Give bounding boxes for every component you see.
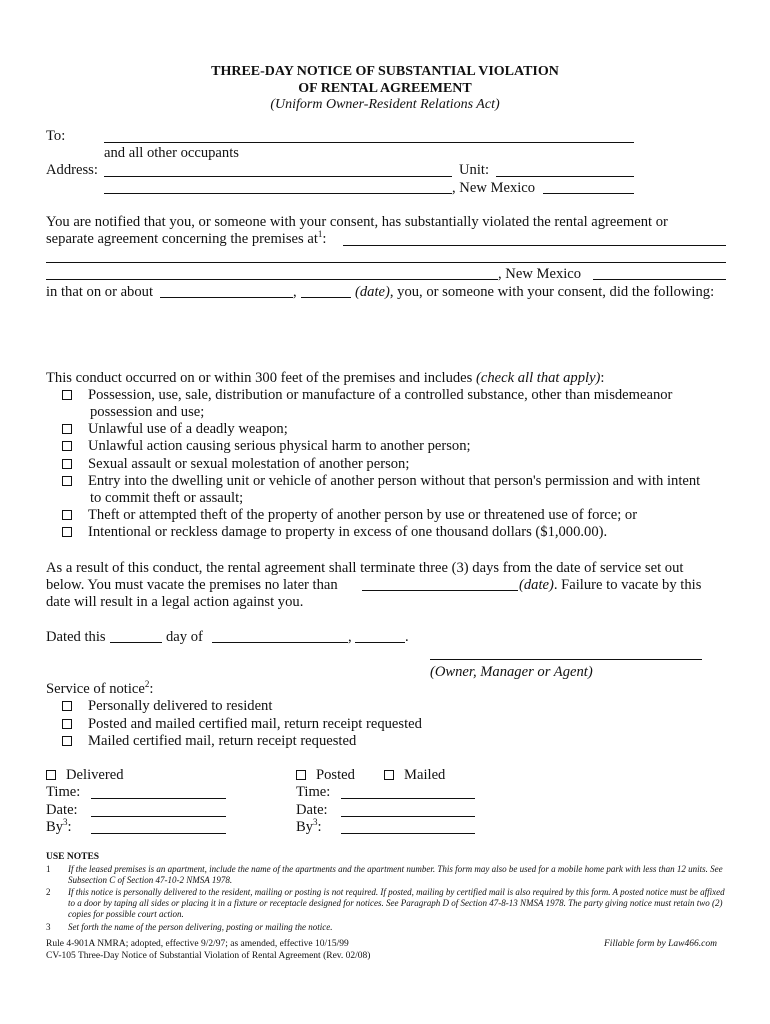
service-label-text: Service of notice [46, 681, 145, 697]
note-3-text: Set forth the name of the person delivering, posting or mailing the notice. [68, 922, 333, 932]
violation-line-2-colon: : [322, 231, 327, 247]
footnote-ref-1: 1 [317, 229, 323, 240]
posted-date-field[interactable] [341, 816, 475, 817]
checkbox-mailed[interactable] [384, 770, 394, 780]
delivered-option [46, 767, 124, 784]
to-field[interactable] [104, 142, 634, 143]
incident-date-label: (date) [355, 284, 390, 300]
conduct-item-2-text: Unlawful use of a deadly weapon; [88, 421, 288, 437]
delivered-time-label: Time: [46, 784, 81, 800]
service-option-personal [62, 698, 272, 715]
conduct-item-property-damage [62, 524, 607, 541]
result-line-2-tail: . Failure to vacate by this [553, 577, 702, 593]
delivered-date-label: Date: [46, 802, 78, 818]
note-2-text: If this notice is personally delivered to the resident, mailing or posting is not required. If posted, mailing by certified mail is also required by this form. A posted notice must be affixed to a door by taping all sides or placing it in a fixture or receptacle designed for notices. See Paragraph D of Section 47-8-13 NMSA 1978. The party giving notice must retain two (2) copies for possible court action. [68, 887, 725, 919]
conduct-item-5-line-b: to commit theft or assault; [90, 490, 244, 506]
result-line-2-a: below. You must vacate the premises no later than [46, 577, 338, 593]
result-line-3: date will result in a legal action against you. [46, 594, 304, 610]
note-1-text: If the leased premises is an apartment, include the name of the apartments and the apartment number. This form may also be used for a mobile home park with less than 12 units. See Subsection C of Section 47-10-2 NMSA 1978. [68, 864, 723, 885]
unit-field[interactable] [496, 176, 634, 177]
incident-text-a: in that on or about [46, 284, 154, 300]
posted-option [296, 767, 355, 784]
dated-period: . [405, 629, 409, 645]
posted-by-colon: : [317, 819, 322, 835]
to-label: To: [46, 128, 66, 144]
premises-field-2[interactable] [46, 262, 726, 263]
dated-year-field[interactable] [355, 642, 405, 643]
checkbox-mailed-certified[interactable] [62, 736, 72, 746]
vacate-date-label: (date) [519, 577, 554, 593]
checkbox-unlawful-entry[interactable] [62, 476, 72, 486]
delivered-by-label [46, 819, 72, 836]
footnote-ref-2: 2 [144, 679, 150, 690]
footer-rule: Rule 4-901A NMRA; adopted, effective 9/2/97; as amended, effective 10/15/99 [46, 939, 349, 949]
posted-time-label: Time: [296, 784, 331, 800]
address-field-2[interactable] [104, 193, 452, 194]
conduct-item-3-text: Unlawful action causing serious physical harm to another person; [88, 438, 471, 454]
conduct-item-controlled-substance [62, 387, 672, 404]
service-label-colon: : [149, 681, 154, 697]
recipient-zip-field[interactable] [543, 193, 634, 194]
premises-field-3[interactable] [46, 279, 498, 280]
unit-label: Unit: [459, 162, 489, 178]
delivered-by-colon: : [67, 819, 72, 835]
vacate-date-field[interactable] [362, 590, 518, 591]
checkbox-controlled-substance[interactable] [62, 390, 72, 400]
conduct-item-6-text: Theft or attempted theft of the property of another person by use or threatened use of force; or [88, 507, 638, 523]
conduct-intro-colon: : [600, 370, 605, 386]
address-label: Address: [46, 162, 98, 178]
checkbox-physical-harm[interactable] [62, 441, 72, 451]
subtitle: (Uniform Owner-Resident Relations Act) [270, 97, 500, 112]
note-3-number: 3 [46, 922, 51, 932]
incident-year-field[interactable] [301, 297, 351, 298]
footer-form-id: CV-105 Three-Day Notice of Substantial Violation of Rental Agreement (Rev. 02/08) [46, 951, 371, 961]
checkbox-posted-mailed[interactable] [62, 719, 72, 729]
conduct-item-5-line-a: Entry into the dwelling unit or vehicle of another person without that person's permission and with intent [88, 473, 701, 489]
incident-date-line [46, 284, 153, 301]
violation-line-1: You are notified that you, or someone with your consent, has substantially violated the rental agreement or [46, 214, 668, 230]
posted-date-label: Date: [296, 802, 328, 818]
posted-by-field[interactable] [341, 833, 475, 834]
conduct-intro-italic: (check all that apply) [476, 370, 601, 386]
delivered-time-field[interactable] [91, 798, 226, 799]
signature-label [430, 664, 593, 681]
dated-day-field[interactable] [110, 642, 162, 643]
incident-text-tail: , you, or someone with your consent, did the following: [389, 284, 715, 300]
recipient-state: , New Mexico [452, 180, 536, 196]
service-option-mailed [62, 733, 356, 750]
title-line-1: THREE-DAY NOTICE OF SUBSTANTIAL VIOLATION [211, 64, 559, 79]
title-line-2: OF RENTAL AGREEMENT [298, 81, 472, 96]
occupants-text: and all other occupants [104, 145, 239, 161]
violation-line-2-text: separate agreement concerning the premises at [46, 231, 318, 247]
service-option-3-text: Mailed certified mail, return receipt requested [88, 733, 357, 749]
signature-field[interactable] [430, 659, 702, 660]
conduct-item-1-line-b: possession and use; [90, 404, 205, 420]
conduct-intro [46, 370, 604, 387]
conduct-item-1-line-a: Possession, use, sale, distribution or manufacture of a controlled substance, other than misdemeanor [88, 387, 673, 403]
delivered-date-field[interactable] [91, 816, 226, 817]
footnote-ref-3-left: 3 [63, 817, 68, 828]
conduct-item-sexual-assault [62, 456, 409, 473]
use-notes-heading: USE NOTES [46, 852, 100, 862]
signature-label-text: (Owner, Manager or Agent) [430, 664, 593, 680]
result-line-1: As a result of this conduct, the rental agreement shall terminate three (3) days from the date of service set out [46, 560, 684, 576]
checkbox-sexual-assault[interactable] [62, 459, 72, 469]
address-field-1[interactable] [104, 176, 452, 177]
incident-text-c [355, 284, 714, 301]
premises-zip-field[interactable] [593, 279, 726, 280]
posted-by-text: By [296, 819, 314, 835]
checkbox-property-damage[interactable] [62, 527, 72, 537]
dated-label: Dated this [46, 629, 106, 645]
mailed-label: Mailed [404, 767, 446, 783]
service-option-2-text: Posted and mailed certified mail, return receipt requested [88, 716, 422, 732]
checkbox-personal-delivery[interactable] [62, 701, 72, 711]
service-label [46, 681, 153, 698]
checkbox-theft[interactable] [62, 510, 72, 520]
conduct-item-theft [62, 507, 637, 524]
conduct-item-physical-harm [62, 438, 471, 455]
conduct-item-4-text: Sexual assault or sexual molestation of another person; [88, 456, 410, 472]
service-option-1-text: Personally delivered to resident [88, 698, 273, 714]
service-option-posted-mailed [62, 716, 422, 733]
conduct-intro-text: This conduct occurred on or within 300 feet of the premises and includes [46, 370, 476, 386]
checkbox-posted[interactable] [296, 770, 306, 780]
posted-time-field[interactable] [341, 798, 475, 799]
conduct-item-7-text: Intentional or reckless damage to property in excess of one thousand dollars ($1,000.00). [88, 524, 608, 540]
incident-date-field[interactable] [160, 297, 293, 298]
mailed-option [384, 767, 445, 784]
footer-fillable[interactable]: Fillable form by Law466.com [604, 939, 717, 949]
dated-month-field[interactable] [212, 642, 348, 643]
posted-label: Posted [316, 767, 355, 783]
premises-state: , New Mexico [498, 266, 582, 282]
posted-by-label [296, 819, 322, 836]
note-1-number: 1 [46, 864, 51, 874]
day-of-label: day of [166, 629, 203, 645]
footnote-ref-3-right: 3 [313, 817, 318, 828]
delivered-by-field[interactable] [91, 833, 226, 834]
incident-comma: , [293, 284, 297, 300]
premises-field-1[interactable] [343, 245, 726, 246]
checkbox-deadly-weapon[interactable] [62, 424, 72, 434]
conduct-item-unlawful-entry [62, 473, 700, 490]
note-2-number: 2 [46, 887, 51, 897]
result-line-2-b [519, 577, 701, 594]
dated-comma: , [348, 629, 352, 645]
checkbox-delivered[interactable] [46, 770, 56, 780]
delivered-by-text: By [46, 819, 64, 835]
delivered-label: Delivered [66, 767, 124, 783]
violation-line-2 [46, 231, 326, 248]
conduct-item-deadly-weapon [62, 421, 288, 438]
